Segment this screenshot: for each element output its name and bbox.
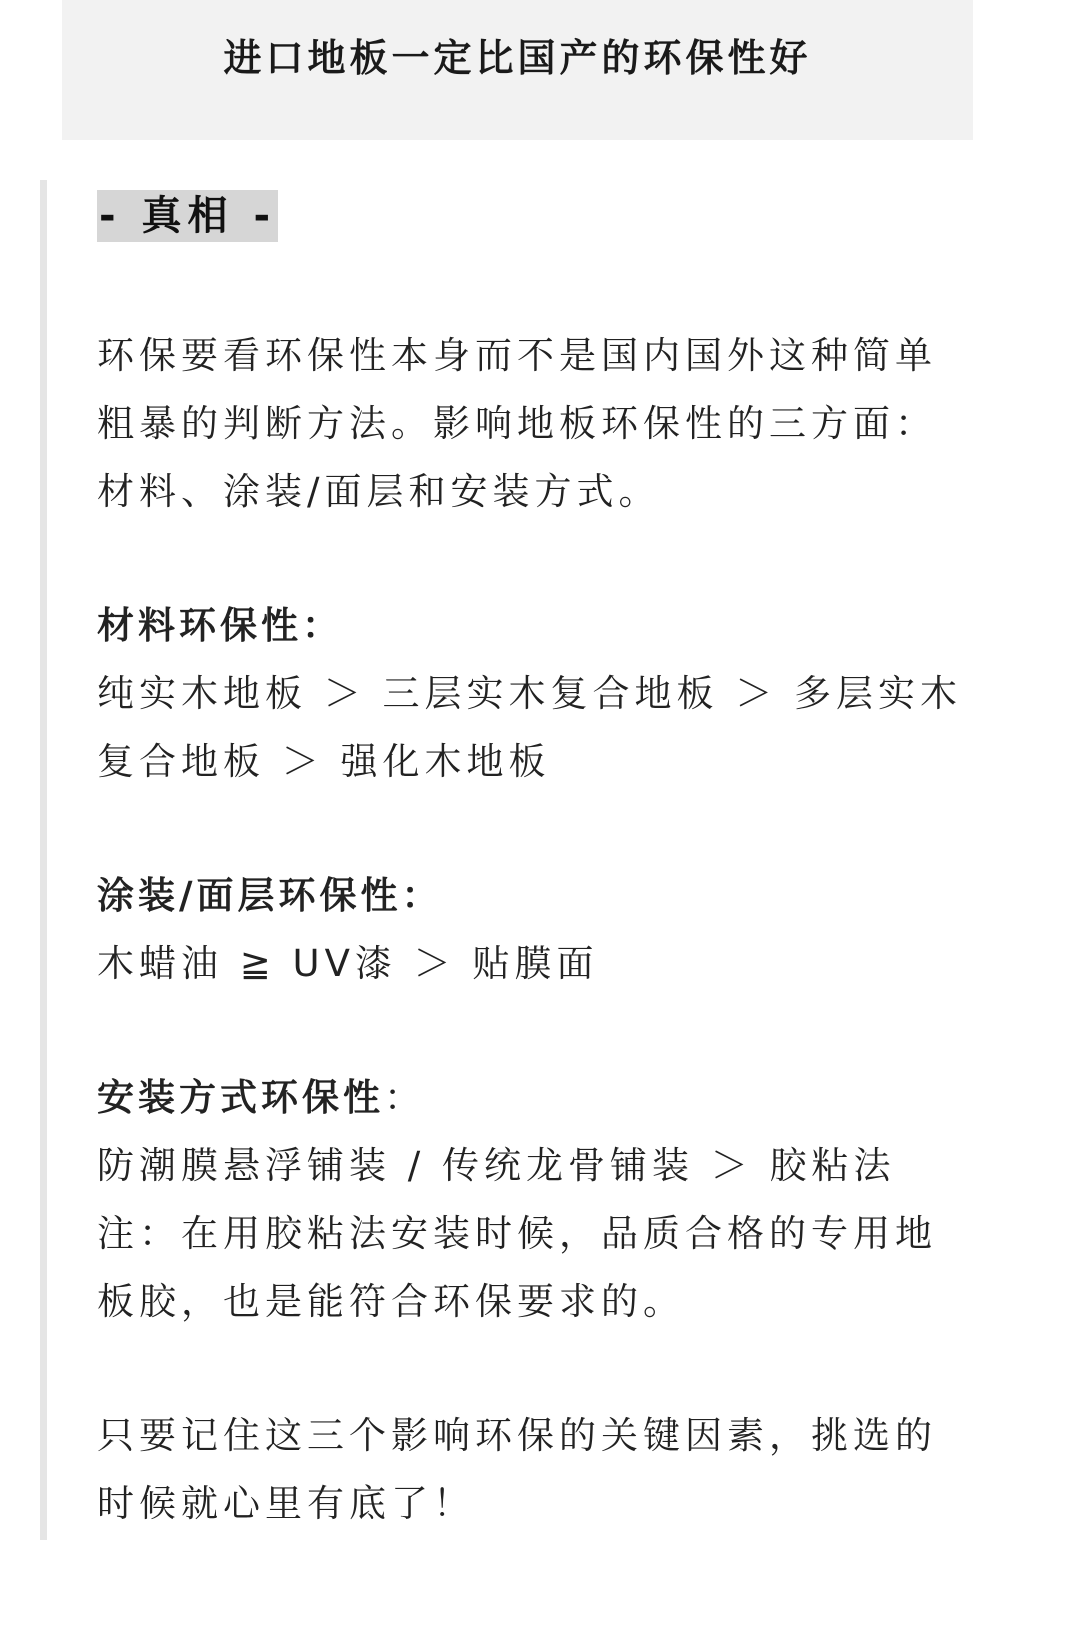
section-body-installation: 防潮膜悬浮铺装 / 传统龙骨铺装 ＞ 胶粘法 xyxy=(97,1144,896,1187)
installation-note: 注：在用胶粘法安装时候，品质合格的专用地板胶，也是能符合环保要求的。 xyxy=(97,1212,937,1323)
section-body-material: 纯实木地板 ＞ 三层实木复合地板 ＞ 多层实木复合地板 ＞ 强化木地板 xyxy=(97,672,963,783)
section-heading-installation xyxy=(97,1064,977,1132)
truth-label-row xyxy=(97,190,977,252)
header-banner xyxy=(62,0,973,140)
section-heading-installation-colon: ： xyxy=(384,1076,425,1119)
section-body-coating: 木蜡油 ≧ UV漆 ＞ 贴膜面 xyxy=(97,942,599,985)
intro-paragraph: 环保要看环保性本身而不是国内国外这种简单粗暴的判断方法。影响地板环保性的三方面：材料、涂装/面层和安装方式。 xyxy=(97,334,937,513)
quote-bar xyxy=(40,180,47,1540)
section-heading-material: 材料环保性： xyxy=(97,604,343,647)
truth-label: - 真相 - xyxy=(97,190,278,242)
section-heading-coating: 涂装/面层环保性： xyxy=(97,874,443,917)
section-heading-installation-text: 安装方式环保性 xyxy=(97,1076,384,1119)
closing-paragraph: 只要记住这三个影响环保的关键因素，挑选的时候就心里有底了！ xyxy=(97,1414,937,1525)
page-title: 进口地板一定比国产的环保性好 xyxy=(223,36,812,80)
article-body xyxy=(97,190,977,1538)
